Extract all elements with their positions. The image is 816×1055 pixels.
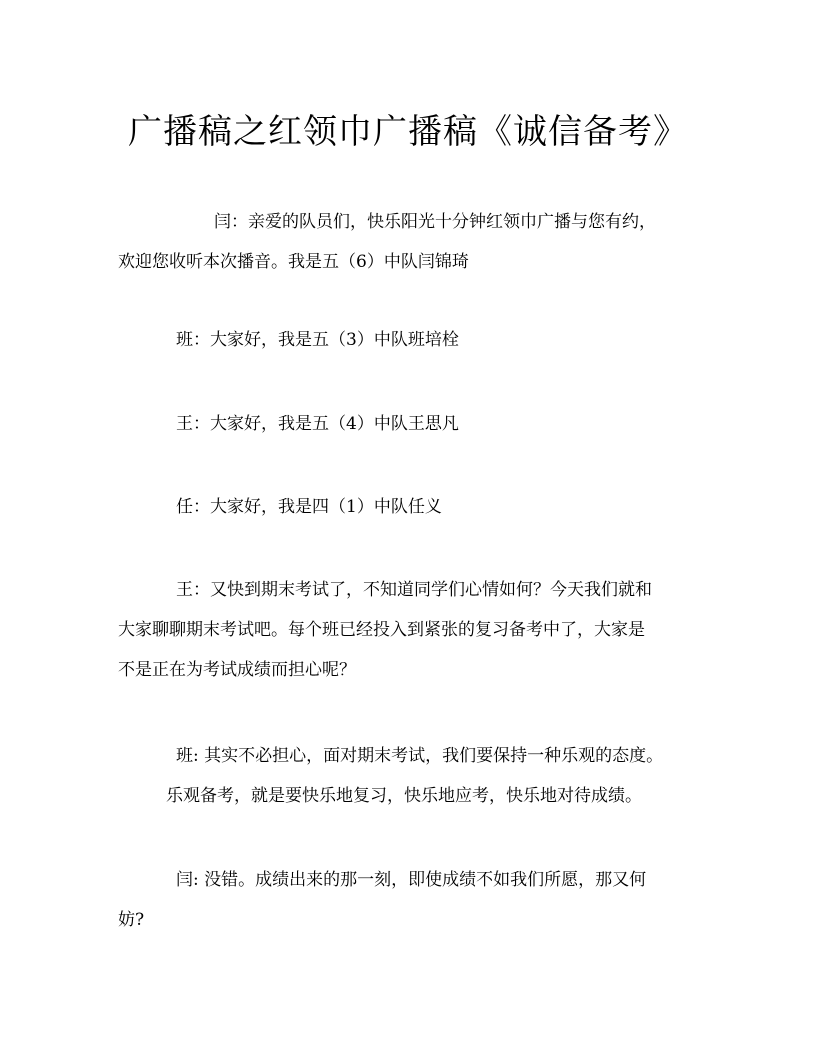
paragraph-line: 班: 其实不必担心，面对期末考试，我们要保持一种乐观的态度。 [176, 746, 664, 766]
paragraph-line: 不是正在为考试成绩而担心呢？ [118, 660, 356, 680]
paragraph-2 [118, 320, 702, 360]
paragraph-7 [118, 860, 702, 940]
paragraph-1 [118, 202, 702, 282]
document-title: 广播稿之红领巾广播稿《诚信备考》 [128, 112, 688, 152]
paragraph-line: 大家聊聊期末考试吧。每个班已经投入到紧张的复习备考中了，大家是 [118, 620, 645, 640]
paragraph-line: 乐观备考，就是要快乐地复习，快乐地应考，快乐地对待成绩。 [166, 786, 642, 806]
paragraph-line: 王：又快到期末考试了，不知道同学们心情如何？今天我们就和 [176, 580, 652, 600]
paragraph-line: 妨? [118, 910, 145, 930]
paragraph-6 [118, 736, 702, 816]
paragraph-line: 班：大家好，我是五（3）中队班培栓 [176, 330, 459, 350]
paragraph-line: 闫: 没错。成绩出来的那一刻，即使成绩不如我们所愿，那又何 [176, 870, 647, 890]
paragraph-3 [118, 404, 702, 444]
paragraph-line: 王：大家好，我是五（4）中队王思凡 [176, 414, 459, 434]
paragraph-line: 闫：亲爱的队员们，快乐阳光十分钟红领巾广播与您有约， [214, 212, 656, 232]
paragraph-line: 任：大家好，我是四（1）中队任义 [176, 497, 442, 517]
paragraph-5 [118, 570, 702, 690]
paragraph-line: 欢迎您收听本次播音。我是五（6）中队闫锦琦 [118, 252, 469, 272]
paragraph-4 [118, 487, 702, 527]
